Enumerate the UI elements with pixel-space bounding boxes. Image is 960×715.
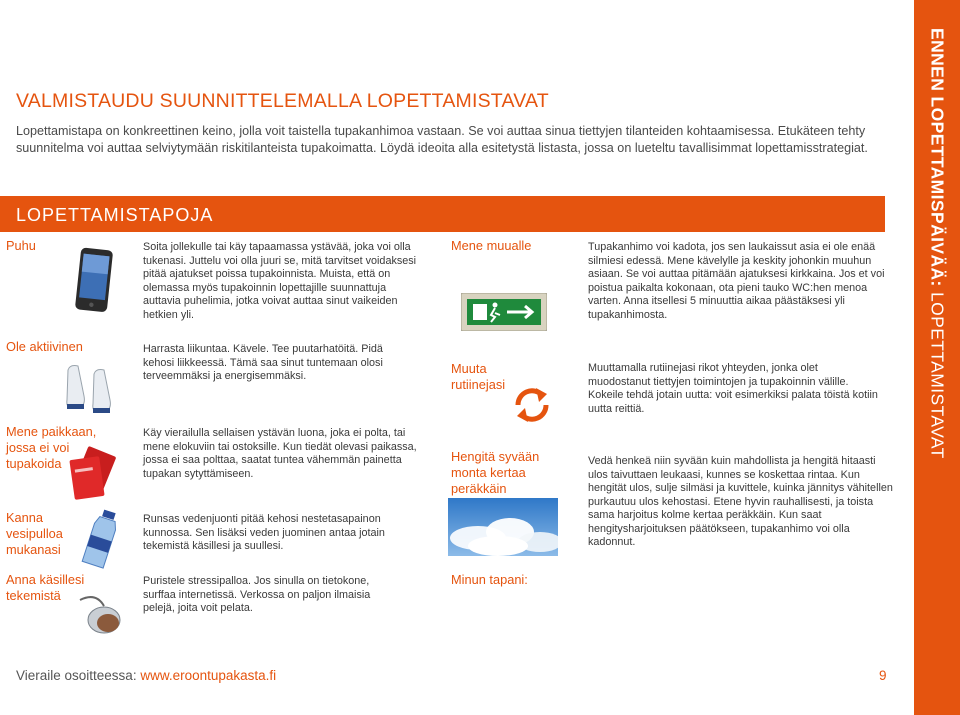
item-label-muuta-rutiinejasi: Muuta rutiinejasi	[451, 361, 506, 392]
item-label-mene-paikkaan: Mene paikkaan, jossa ei voi tupakoida	[6, 424, 97, 471]
item-desc-muuta-rutiinejasi: Muuttamalla rutiinejasi rikot yhteyden, jonka olet muodostanut tiettyjen toimintojen ja tupakoinnin välille. Kokeile tehdä jotain uutta: voit esimerkiksi palata töistä kotiin uutta reittiä.	[588, 362, 878, 415]
page-number: 9	[879, 668, 887, 683]
side-banner-text	[927, 28, 948, 459]
computer-mouse-image	[78, 592, 126, 643]
sky-clouds-image	[448, 498, 558, 561]
item-label-hengita-syvaan: Hengitä syvään monta kertaa peräkkäin	[451, 449, 540, 496]
page-title: VALMISTAUDU SUUNNITTELEMALLA LOPETTAMISTAVAT	[16, 90, 549, 112]
side-banner-rest: LOPETTAMISTAVAT	[927, 286, 948, 459]
side-banner-bold: ENNEN LOPETTAMISPÄIVÄÄ:	[927, 28, 948, 287]
item-label-kanna-vesipulloa: Kanna vesipulloa mukanasi	[6, 510, 63, 557]
footer-prefix: Vieraile osoitteessa:	[16, 668, 141, 683]
item-label-ole-aktiivinen: Ole aktiivinen	[6, 339, 83, 354]
item-desc-mene-muualle: Tupakanhimo voi kadota, jos sen laukaissut asia ei ole enää silmiesi edessä. Mene kävelylle ja keskity johonkin muuhun asiaan. Se voi auttaa pitämään ajatuksesi kirkkaina. Jos et voi poistua paikalta kokonaan, ota pieni tauko WC:hen menoa varten. Anna itsellesi 5 minuuttia aikaa päästäksesi yli tupakanhimosta.	[588, 241, 885, 321]
footer-visit	[16, 668, 276, 683]
water-bottle-image	[78, 508, 124, 575]
footer-link[interactable]: www.eroontupakasta.fi	[140, 668, 277, 683]
item-desc-puhu: Soita jollekulle tai käy tapaamassa ystävää, joka voi olla tukenasi. Juttelu voi olla juuri se, mitä tarvitset voidaksesi pitää ajatukset poissa tupakoinnista. Muista, että on olemassa myös tupakoinnin lopettajille suunnattuja auttavia puhelimia, jotka voivat auttaa sinut vaikeiden hetkien yli.	[143, 241, 417, 321]
item-desc-hengita-syvaan: Vedä henkeä niin syvään kuin mahdollista ja hengitä hitaasti ulos taivuttaen leukaasi, kunnes se koskettaa rintaa. Kun hengität ulos, sulje silmäsi ja kuvittele, kuinka jännitys vähitellen purkautuu ulos kehostasi. Etene hyvin rauhallisesti, ja toista sama harjoitus kolme kertaa peräkkäin. Kun saat hengitysharjoituksen päätökseen, tupakanhimo voi olla kadonnut.	[588, 455, 893, 548]
item-desc-kanna-vesipulloa: Runsas vedenjuonti pitää kehosi nestetasapainon kunnossa. Sen lisäksi veden juominen antaa jotain tekemistä käsillesi ja suullesi.	[143, 513, 385, 552]
section-title: LOPETTAMISTAPOJA	[16, 205, 214, 225]
item-desc-anna-kasillesi: Puristele stressipalloa. Jos sinulla on tietokone, surffaa internetissä. Verkossa on paljon ilmaisia pelejä, joita voit pelata.	[143, 575, 371, 614]
cinema-tickets-image	[66, 446, 124, 507]
refresh-arrows-icon	[510, 383, 554, 432]
item-label-minun-tapani: Minun tapani:	[451, 572, 528, 587]
item-label-mene-muualle: Mene muualle	[451, 238, 532, 253]
exit-sign-image	[461, 293, 547, 336]
sneakers-image	[62, 360, 120, 421]
item-desc-mene-paikkaan: Käy vierailulla sellaisen ystävän luona, joka ei polta, tai mene elokuviin tai ostoksille. Kun tiedät olevasi paikassa, jossa ei saa polttaa, saatat tuntea vähemmän painetta tupakan sytyttämiseen.	[143, 427, 417, 480]
intro-paragraph: Lopettamistapa on konkreettinen keino, jolla voit taistella tupakanhimoa vastaan. Se voi auttaa sinua tiettyjen tilanteiden kohtaamisessa. Etukäteen tehty suunnitelma voi auttaa selviytymään riskitilanteista tupakoimatta. Löydä ideoita alla esitetystä listasta, jossa on lueteltu tavallisimmat lopettamisstrategiat.	[16, 124, 868, 155]
item-label-anna-kasillesi: Anna käsillesi tekemistä	[6, 572, 85, 603]
item-label-puhu: Puhu	[6, 238, 36, 253]
mobile-phone-image	[72, 246, 118, 319]
item-desc-ole-aktiivinen: Harrasta liikuntaa. Kävele. Tee puutarhatöitä. Pidä kehosi liikkeessä. Tämä saa sinut tuntemaan olosi terveemmäksi ja energisemmäksi.	[143, 343, 383, 382]
